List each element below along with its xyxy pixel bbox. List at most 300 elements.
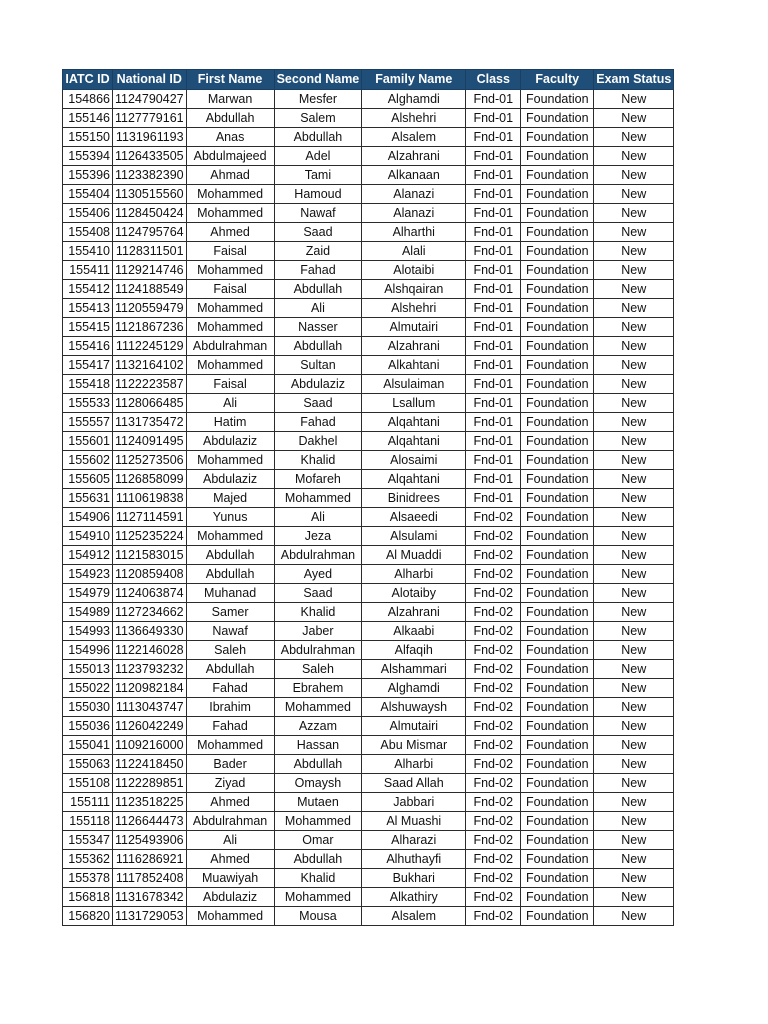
faculty-cell: Foundation <box>521 166 594 185</box>
table-row <box>63 413 674 432</box>
second-name-cell: Nawaf <box>274 204 362 223</box>
national-id-cell: 1116286921 <box>113 850 187 869</box>
faculty-cell: Foundation <box>521 774 594 793</box>
class-cell: Fnd-01 <box>466 375 521 394</box>
second-name-cell: Abdulrahman <box>274 546 362 565</box>
class-cell: Fnd-01 <box>466 356 521 375</box>
first-name-cell: Abdullah <box>186 565 274 584</box>
second-name-cell: Ali <box>274 508 362 527</box>
family-name-cell: Alkaabi <box>362 622 466 641</box>
exam-status-cell: New <box>594 679 674 698</box>
national-id-cell: 1127779161 <box>113 109 187 128</box>
first-name-cell: Ahmed <box>186 850 274 869</box>
iatc-id-cell: 155533 <box>63 394 113 413</box>
first-name-cell: Ali <box>186 831 274 850</box>
first-name-cell: Samer <box>186 603 274 622</box>
first-name-cell: Abdullah <box>186 109 274 128</box>
student-table <box>62 69 674 926</box>
exam-status-cell: New <box>594 698 674 717</box>
faculty-cell: Foundation <box>521 603 594 622</box>
family-name-cell: Alotaibi <box>362 261 466 280</box>
national-id-cell: 1123518225 <box>113 793 187 812</box>
family-name-cell: Al Muaddi <box>362 546 466 565</box>
first-name-cell: Abdulrahman <box>186 812 274 831</box>
table-row <box>63 774 674 793</box>
exam-status-cell: New <box>594 831 674 850</box>
national-id-cell: 1127114591 <box>113 508 187 527</box>
class-cell: Fnd-02 <box>466 698 521 717</box>
faculty-cell: Foundation <box>521 527 594 546</box>
iatc-id-cell: 155418 <box>63 375 113 394</box>
exam-status-cell: New <box>594 736 674 755</box>
second-name-cell: Omaysh <box>274 774 362 793</box>
family-name-cell: Alqahtani <box>362 432 466 451</box>
table-row <box>63 698 674 717</box>
first-name-cell: Mohammed <box>186 527 274 546</box>
national-id-cell: 1112245129 <box>113 337 187 356</box>
table-row <box>63 470 674 489</box>
second-name-cell: Abdulaziz <box>274 375 362 394</box>
iatc-id-cell: 155601 <box>63 432 113 451</box>
table-row <box>63 299 674 318</box>
first-name-cell: Mohammed <box>186 261 274 280</box>
family-name-cell: Jabbari <box>362 793 466 812</box>
iatc-id-cell: 155150 <box>63 128 113 147</box>
faculty-cell: Foundation <box>521 280 594 299</box>
national-id-cell: 1120859408 <box>113 565 187 584</box>
national-id-cell: 1123382390 <box>113 166 187 185</box>
iatc-id-cell: 155022 <box>63 679 113 698</box>
second-name-cell: Hamoud <box>274 185 362 204</box>
first-name-cell: Faisal <box>186 280 274 299</box>
class-cell: Fnd-02 <box>466 508 521 527</box>
table-row <box>63 375 674 394</box>
second-name-cell: Fahad <box>274 413 362 432</box>
iatc-id-cell: 154993 <box>63 622 113 641</box>
class-cell: Fnd-02 <box>466 831 521 850</box>
iatc-id-cell: 154989 <box>63 603 113 622</box>
class-cell: Fnd-01 <box>466 166 521 185</box>
exam-status-cell: New <box>594 280 674 299</box>
class-cell: Fnd-01 <box>466 280 521 299</box>
exam-status-cell: New <box>594 717 674 736</box>
iatc-id-cell: 154866 <box>63 90 113 109</box>
faculty-cell: Foundation <box>521 812 594 831</box>
iatc-id-cell: 155396 <box>63 166 113 185</box>
iatc-id-cell: 155417 <box>63 356 113 375</box>
second-name-cell: Abdullah <box>274 337 362 356</box>
exam-status-cell: New <box>594 451 674 470</box>
exam-status-cell: New <box>594 185 674 204</box>
national-id-cell: 1128311501 <box>113 242 187 261</box>
faculty-cell: Foundation <box>521 907 594 926</box>
faculty-cell: Foundation <box>521 147 594 166</box>
class-cell: Fnd-01 <box>466 185 521 204</box>
exam-status-cell: New <box>594 869 674 888</box>
class-cell: Fnd-02 <box>466 641 521 660</box>
faculty-cell: Foundation <box>521 755 594 774</box>
first-name-cell: Ali <box>186 394 274 413</box>
table-row <box>63 869 674 888</box>
faculty-cell: Foundation <box>521 793 594 812</box>
faculty-cell: Foundation <box>521 660 594 679</box>
family-name-cell: Alshehri <box>362 299 466 318</box>
table-row <box>63 204 674 223</box>
iatc-id-cell: 155631 <box>63 489 113 508</box>
second-name-cell: Mutaen <box>274 793 362 812</box>
national-id-cell: 1120559479 <box>113 299 187 318</box>
family-name-cell: Alsaeedi <box>362 508 466 527</box>
faculty-cell: Foundation <box>521 204 594 223</box>
iatc-id-cell: 154996 <box>63 641 113 660</box>
iatc-id-cell: 155347 <box>63 831 113 850</box>
class-cell: Fnd-01 <box>466 204 521 223</box>
family-name-cell: Saad Allah <box>362 774 466 793</box>
first-name-cell: Ziyad <box>186 774 274 793</box>
iatc-id-cell: 155416 <box>63 337 113 356</box>
family-name-cell: Alghamdi <box>362 679 466 698</box>
family-name-cell: Alharazi <box>362 831 466 850</box>
second-name-cell: Zaid <box>274 242 362 261</box>
class-cell: Fnd-01 <box>466 147 521 166</box>
table-row <box>63 679 674 698</box>
national-id-cell: 1113043747 <box>113 698 187 717</box>
class-cell: Fnd-01 <box>466 451 521 470</box>
second-name-cell: Mohammed <box>274 698 362 717</box>
table-row <box>63 242 674 261</box>
national-id-cell: 1123793232 <box>113 660 187 679</box>
header-class: Class <box>466 70 521 90</box>
faculty-cell: Foundation <box>521 584 594 603</box>
national-id-cell: 1124188549 <box>113 280 187 299</box>
first-name-cell: Yunus <box>186 508 274 527</box>
table-row <box>63 356 674 375</box>
exam-status-cell: New <box>594 470 674 489</box>
family-name-cell: Almutairi <box>362 717 466 736</box>
iatc-id-cell: 155413 <box>63 299 113 318</box>
faculty-cell: Foundation <box>521 318 594 337</box>
family-name-cell: Alshqairan <box>362 280 466 299</box>
table-row <box>63 736 674 755</box>
family-name-cell: Alfaqih <box>362 641 466 660</box>
header-faculty: Faculty <box>521 70 594 90</box>
iatc-id-cell: 156820 <box>63 907 113 926</box>
first-name-cell: Mohammed <box>186 356 274 375</box>
first-name-cell: Mohammed <box>186 318 274 337</box>
national-id-cell: 1117852408 <box>113 869 187 888</box>
family-name-cell: Bukhari <box>362 869 466 888</box>
family-name-cell: Alkanaan <box>362 166 466 185</box>
national-id-cell: 1127234662 <box>113 603 187 622</box>
exam-status-cell: New <box>594 413 674 432</box>
second-name-cell: Saad <box>274 394 362 413</box>
class-cell: Fnd-01 <box>466 242 521 261</box>
table-row <box>63 261 674 280</box>
table-body <box>63 90 674 926</box>
family-name-cell: Abu Mismar <box>362 736 466 755</box>
class-cell: Fnd-02 <box>466 527 521 546</box>
exam-status-cell: New <box>594 337 674 356</box>
national-id-cell: 1121583015 <box>113 546 187 565</box>
iatc-id-cell: 156818 <box>63 888 113 907</box>
table-row <box>63 793 674 812</box>
exam-status-cell: New <box>594 147 674 166</box>
exam-status-cell: New <box>594 527 674 546</box>
family-name-cell: Alsulami <box>362 527 466 546</box>
second-name-cell: Fahad <box>274 261 362 280</box>
faculty-cell: Foundation <box>521 261 594 280</box>
national-id-cell: 1126858099 <box>113 470 187 489</box>
second-name-cell: Mohammed <box>274 888 362 907</box>
class-cell: Fnd-02 <box>466 717 521 736</box>
faculty-cell: Foundation <box>521 736 594 755</box>
iatc-id-cell: 154979 <box>63 584 113 603</box>
class-cell: Fnd-01 <box>466 128 521 147</box>
family-name-cell: Alanazi <box>362 204 466 223</box>
first-name-cell: Abdulaziz <box>186 470 274 489</box>
table-row <box>63 185 674 204</box>
national-id-cell: 1136649330 <box>113 622 187 641</box>
second-name-cell: Abdullah <box>274 755 362 774</box>
national-id-cell: 1124063874 <box>113 584 187 603</box>
table-row <box>63 318 674 337</box>
class-cell: Fnd-02 <box>466 584 521 603</box>
second-name-cell: Abdullah <box>274 280 362 299</box>
exam-status-cell: New <box>594 660 674 679</box>
iatc-id-cell: 155111 <box>63 793 113 812</box>
faculty-cell: Foundation <box>521 128 594 147</box>
family-name-cell: Alshammari <box>362 660 466 679</box>
national-id-cell: 1128450424 <box>113 204 187 223</box>
faculty-cell: Foundation <box>521 337 594 356</box>
class-cell: Fnd-02 <box>466 850 521 869</box>
first-name-cell: Faisal <box>186 375 274 394</box>
class-cell: Fnd-02 <box>466 546 521 565</box>
class-cell: Fnd-01 <box>466 394 521 413</box>
table-row <box>63 223 674 242</box>
iatc-id-cell: 155602 <box>63 451 113 470</box>
family-name-cell: Alkathiry <box>362 888 466 907</box>
header-first-name: First Name <box>186 70 274 90</box>
national-id-cell: 1125235224 <box>113 527 187 546</box>
iatc-id-cell: 154923 <box>63 565 113 584</box>
faculty-cell: Foundation <box>521 698 594 717</box>
first-name-cell: Fahad <box>186 679 274 698</box>
iatc-id-cell: 155036 <box>63 717 113 736</box>
exam-status-cell: New <box>594 90 674 109</box>
iatc-id-cell: 155410 <box>63 242 113 261</box>
faculty-cell: Foundation <box>521 565 594 584</box>
iatc-id-cell: 155030 <box>63 698 113 717</box>
family-name-cell: Alotaiby <box>362 584 466 603</box>
table-row <box>63 451 674 470</box>
national-id-cell: 1122289851 <box>113 774 187 793</box>
exam-status-cell: New <box>594 166 674 185</box>
family-name-cell: Alzahrani <box>362 147 466 166</box>
iatc-id-cell: 155118 <box>63 812 113 831</box>
second-name-cell: Dakhel <box>274 432 362 451</box>
table-row <box>63 337 674 356</box>
class-cell: Fnd-01 <box>466 223 521 242</box>
second-name-cell: Abdulrahman <box>274 641 362 660</box>
table-row <box>63 109 674 128</box>
class-cell: Fnd-01 <box>466 261 521 280</box>
faculty-cell: Foundation <box>521 489 594 508</box>
family-name-cell: Alqahtani <box>362 470 466 489</box>
family-name-cell: Alkahtani <box>362 356 466 375</box>
second-name-cell: Sultan <box>274 356 362 375</box>
second-name-cell: Khalid <box>274 451 362 470</box>
class-cell: Fnd-02 <box>466 679 521 698</box>
table-row <box>63 432 674 451</box>
faculty-cell: Foundation <box>521 432 594 451</box>
national-id-cell: 1126433505 <box>113 147 187 166</box>
first-name-cell: Mohammed <box>186 299 274 318</box>
table-row <box>63 888 674 907</box>
table-row <box>63 755 674 774</box>
faculty-cell: Foundation <box>521 223 594 242</box>
class-cell: Fnd-01 <box>466 432 521 451</box>
table-row <box>63 812 674 831</box>
faculty-cell: Foundation <box>521 850 594 869</box>
national-id-cell: 1121867236 <box>113 318 187 337</box>
family-name-cell: Alharbi <box>362 565 466 584</box>
class-cell: Fnd-02 <box>466 755 521 774</box>
national-id-cell: 1131961193 <box>113 128 187 147</box>
faculty-cell: Foundation <box>521 394 594 413</box>
family-name-cell: Alanazi <box>362 185 466 204</box>
national-id-cell: 1132164102 <box>113 356 187 375</box>
table-row <box>63 527 674 546</box>
iatc-id-cell: 154906 <box>63 508 113 527</box>
class-cell: Fnd-02 <box>466 565 521 584</box>
class-cell: Fnd-02 <box>466 660 521 679</box>
table-row <box>63 166 674 185</box>
second-name-cell: Ayed <box>274 565 362 584</box>
table-row <box>63 717 674 736</box>
table-row <box>63 603 674 622</box>
class-cell: Fnd-01 <box>466 299 521 318</box>
exam-status-cell: New <box>594 584 674 603</box>
national-id-cell: 1126644473 <box>113 812 187 831</box>
table-row <box>63 850 674 869</box>
second-name-cell: Khalid <box>274 869 362 888</box>
first-name-cell: Mohammed <box>186 451 274 470</box>
faculty-cell: Foundation <box>521 90 594 109</box>
exam-status-cell: New <box>594 907 674 926</box>
table-row <box>63 394 674 413</box>
second-name-cell: Mohammed <box>274 489 362 508</box>
national-id-cell: 1110619838 <box>113 489 187 508</box>
class-cell: Fnd-01 <box>466 90 521 109</box>
header-national-id: National ID <box>113 70 187 90</box>
first-name-cell: Fahad <box>186 717 274 736</box>
family-name-cell: Alsulaiman <box>362 375 466 394</box>
iatc-id-cell: 155146 <box>63 109 113 128</box>
second-name-cell: Nasser <box>274 318 362 337</box>
first-name-cell: Muhanad <box>186 584 274 603</box>
table-row <box>63 660 674 679</box>
national-id-cell: 1131729053 <box>113 907 187 926</box>
first-name-cell: Abdulaziz <box>186 888 274 907</box>
second-name-cell: Azzam <box>274 717 362 736</box>
family-name-cell: Alali <box>362 242 466 261</box>
first-name-cell: Majed <box>186 489 274 508</box>
national-id-cell: 1124790427 <box>113 90 187 109</box>
family-name-cell: Alharthi <box>362 223 466 242</box>
second-name-cell: Saleh <box>274 660 362 679</box>
second-name-cell: Jeza <box>274 527 362 546</box>
family-name-cell: Alghamdi <box>362 90 466 109</box>
exam-status-cell: New <box>594 432 674 451</box>
national-id-cell: 1122146028 <box>113 641 187 660</box>
faculty-cell: Foundation <box>521 717 594 736</box>
national-id-cell: 1125493906 <box>113 831 187 850</box>
exam-status-cell: New <box>594 223 674 242</box>
national-id-cell: 1128066485 <box>113 394 187 413</box>
faculty-cell: Foundation <box>521 641 594 660</box>
iatc-id-cell: 155605 <box>63 470 113 489</box>
iatc-id-cell: 155394 <box>63 147 113 166</box>
first-name-cell: Abdulaziz <box>186 432 274 451</box>
national-id-cell: 1109216000 <box>113 736 187 755</box>
table-row <box>63 831 674 850</box>
family-name-cell: Alsalem <box>362 907 466 926</box>
iatc-id-cell: 155063 <box>63 755 113 774</box>
exam-status-cell: New <box>594 565 674 584</box>
second-name-cell: Abdullah <box>274 850 362 869</box>
exam-status-cell: New <box>594 375 674 394</box>
iatc-id-cell: 155557 <box>63 413 113 432</box>
table-row <box>63 622 674 641</box>
family-name-cell: Lsallum <box>362 394 466 413</box>
class-cell: Fnd-01 <box>466 489 521 508</box>
first-name-cell: Mohammed <box>186 185 274 204</box>
exam-status-cell: New <box>594 850 674 869</box>
exam-status-cell: New <box>594 261 674 280</box>
second-name-cell: Ali <box>274 299 362 318</box>
first-name-cell: Mohammed <box>186 204 274 223</box>
exam-status-cell: New <box>594 546 674 565</box>
exam-status-cell: New <box>594 508 674 527</box>
family-name-cell: Alshehri <box>362 109 466 128</box>
faculty-cell: Foundation <box>521 831 594 850</box>
header-row <box>63 70 674 90</box>
exam-status-cell: New <box>594 793 674 812</box>
exam-status-cell: New <box>594 394 674 413</box>
faculty-cell: Foundation <box>521 869 594 888</box>
iatc-id-cell: 155408 <box>63 223 113 242</box>
iatc-id-cell: 155108 <box>63 774 113 793</box>
iatc-id-cell: 155412 <box>63 280 113 299</box>
header-second-name: Second Name <box>274 70 362 90</box>
table-row <box>63 128 674 147</box>
exam-status-cell: New <box>594 489 674 508</box>
national-id-cell: 1122418450 <box>113 755 187 774</box>
national-id-cell: 1124091495 <box>113 432 187 451</box>
faculty-cell: Foundation <box>521 679 594 698</box>
table-row <box>63 489 674 508</box>
iatc-id-cell: 155406 <box>63 204 113 223</box>
iatc-id-cell: 155013 <box>63 660 113 679</box>
first-name-cell: Hatim <box>186 413 274 432</box>
second-name-cell: Saad <box>274 223 362 242</box>
class-cell: Fnd-02 <box>466 907 521 926</box>
exam-status-cell: New <box>594 622 674 641</box>
first-name-cell: Ahmed <box>186 793 274 812</box>
second-name-cell: Mofareh <box>274 470 362 489</box>
family-name-cell: Alosaimi <box>362 451 466 470</box>
